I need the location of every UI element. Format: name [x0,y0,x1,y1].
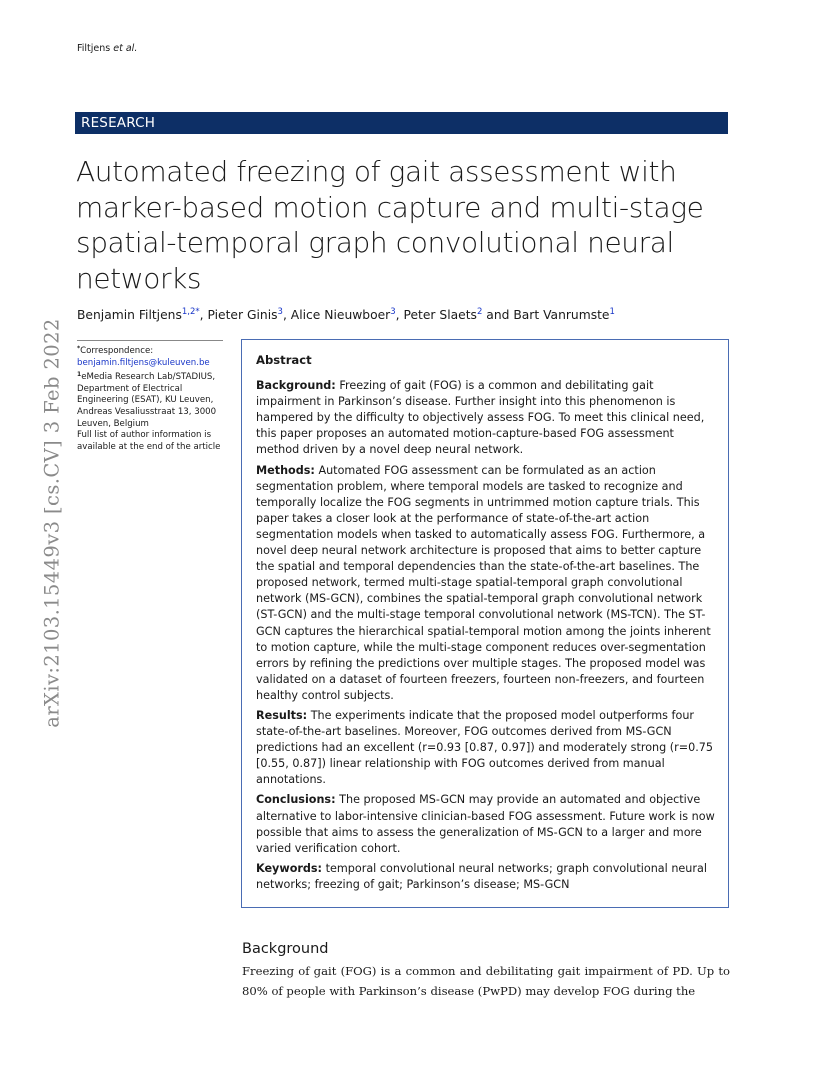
arxiv-identifier[interactable]: arXiv:2103.15449v3 [cs.CV] 3 Feb 2022 [40,318,64,728]
author-separator: , [395,308,404,322]
author-separator: , [199,308,208,322]
author-affiliation-mark[interactable]: 3 [277,307,283,317]
section-text: Freezing of gait (FOG) is a common and debilitating gait impairment in Parkinson’s disease. Further insight into this phenomenon is hampered by the difficulty to objectively assess FOG. To meet this clinical need, this paper proposes an automated motion-capture-based FOG assessment method driven by a novel deep neural network. [256,379,705,457]
section-text: Automated FOG assessment can be formulated as an action segmentation problem, where temporal models are tasked to recognize and temporally localize the FOG segments in untrimmed motion capture trials. This paper takes a closer look at the performance of state-of-the-art action segmentation models when tasked to automatically assess FOG. Furthermore, a novel deep neural network architecture is proposed that aims to better capture the spatial and temporal dependencies than the state-of-the-art baselines. The proposed network, termed multi-stage spatial-temporal graph convolutional network (MS-GCN), combines the spatial-temporal graph convolutional network (ST-GCN) and the multi-stage temporal convolutional network (MS-TCN). The ST-GCN captures the hierarchical spatial-temporal motion among the joints inherent to motion capture, while the multi-stage component reduces over-segmentation errors by refining the predictions over multiple stages. The proposed model was validated on a dataset of fourteen freezers, fourteen non-freezers, and fourteen healthy control subjects. [256,463,711,702]
star-mark: * [77,345,81,352]
running-head [77,43,137,54]
running-head-author: Filtjens [77,43,111,54]
author-separator: and [482,308,514,322]
author-affiliation-mark[interactable]: 1 [609,307,615,317]
author-affiliation-mark[interactable]: 2 [476,307,483,317]
affiliation-text: eMedia Research Lab/STADIUS, Department of Electrical Engineering (ESAT), KU Leuven, Andreas Vesaliusstraat 13, 3000 Leuven, Belgium [77,372,217,429]
correspondence-note [77,340,227,453]
author-name: Bart Vanrumste [513,308,610,322]
abstract-background [256,378,716,458]
author-name: Peter Slaets [403,308,477,322]
correspondence-label: Correspondence: [80,346,154,356]
body-paragraph: Freezing of gait (FOG) is a common and debilitating gait impairment of PD. Up to 80% of people with Parkinson’s disease (PwPD) may develop FOG during the [242,964,730,998]
abstract-results [256,708,716,788]
category-banner: RESEARCH [75,112,728,134]
abstract-methods [256,463,716,704]
running-head-etal: et al. [113,43,138,54]
author-name: Alice Nieuwboer [290,308,391,322]
correspondence-email[interactable]: benjamin.filtjens@kuleuven.be [77,357,210,368]
section-label: Conclusions: [256,793,336,807]
author-name: Pieter Ginis [207,308,278,322]
author-affiliation-mark[interactable]: 3 [390,307,396,317]
author-info-note: Full list of author information is available at the end of the article [77,430,221,452]
section-label: Keywords: [256,861,323,875]
section-text: temporal convolutional neural networks; graph convolutional neural networks; freezing of gait; Parkinson’s disease; MS-GCN [256,861,707,891]
section-text: The proposed MS-GCN may provide an automated and objective alternative to labor-intensive clinician-based FOG assessment. Future work is now possible that aims to assess the generalization of MS-GCN to a larger and more varied verification cohort. [256,793,715,855]
paper-title: Automated freezing of gait assessment with marker-based motion capture and multi-stage spatial-temporal graph convolutional neural networks [76,155,704,295]
affiliation-mark: 1 [77,371,82,379]
section-heading: Background [242,941,329,957]
author-separator: , [282,308,291,322]
section-label: Results: [256,708,308,722]
author-list [77,307,615,322]
author-name: Benjamin Filtjens [77,308,182,322]
section-label: Background: [256,379,336,393]
section-text: The experiments indicate that the proposed model outperforms four state-of-the-art baselines. Moreover, FOG outcomes derived from MS-GCN predictions had an excellent (r=0.93 [0.87, 0.97]) and moderately strong (r=0.75 [0.55, 0.87]) linear relationship with FOG outcomes derived from manual annotations. [256,708,714,787]
section-label: Methods: [256,463,315,477]
abstract-heading: Abstract [256,353,312,367]
author-affiliation-mark[interactable]: 1,2* [181,307,200,317]
footnote-rule [77,340,223,341]
abstract-conclusions [256,792,716,856]
abstract-keywords [256,861,716,893]
abstract-box [241,339,729,908]
